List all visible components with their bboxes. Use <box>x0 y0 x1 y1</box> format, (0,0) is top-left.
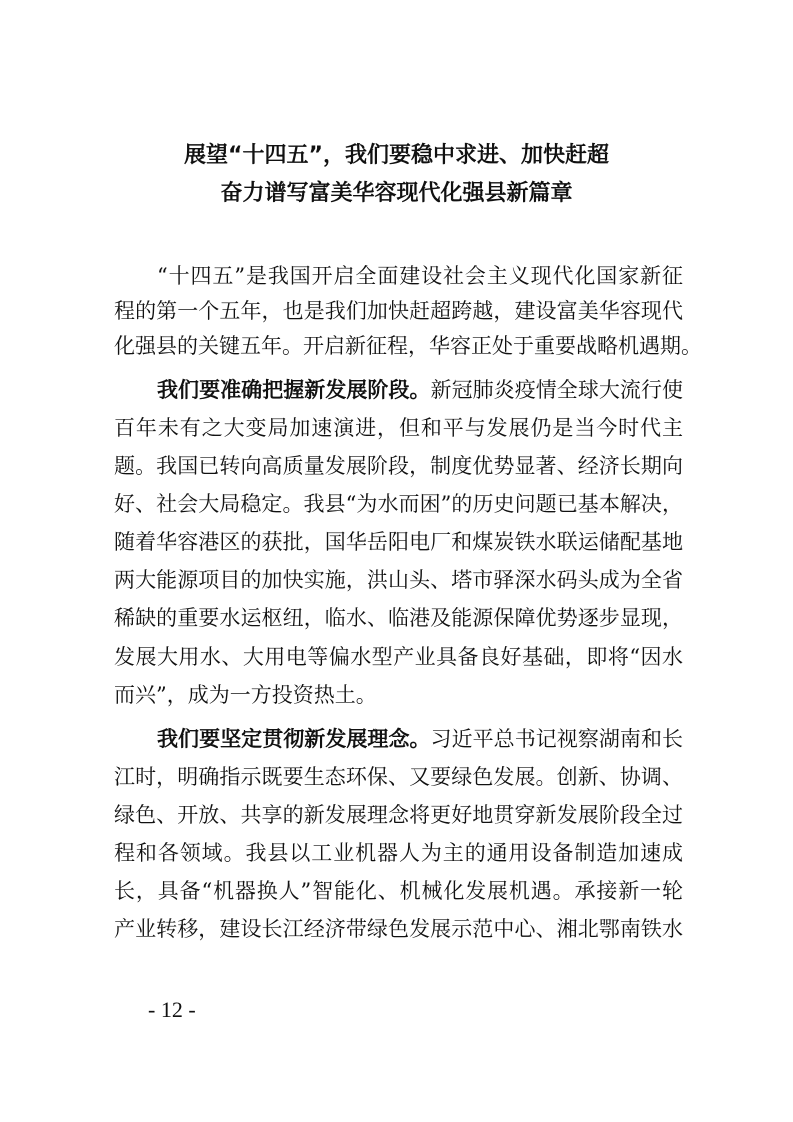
text-line <box>157 375 683 405</box>
page-number: - 12 - <box>148 997 196 1022</box>
text-line: 题。我国已转向高质量发展阶段，制度优势显著、经济长期向 <box>114 454 683 478</box>
text-line: 好、社会大局稳定。我县“为水而困”的历史问题已基本解决， <box>114 492 683 516</box>
text-line: 江时，明确指示既要生态环保、又要绿色发展。创新、协调、 <box>114 765 683 789</box>
text-line: 长，具备“机器换人”智能化、机械化发展机遇。承接新一轮 <box>114 879 683 903</box>
text-line: 化强县的关键五年。开启新征程，华容正处于重要战略机遇期。 <box>114 334 702 358</box>
text-line <box>157 724 683 754</box>
title-line-1: 展望“十四五”，我们要稳中求进、加快赶超 <box>184 143 609 168</box>
text-line: 产业转移，建设长江经济带绿色发展示范中心、湘北鄂南铁水 <box>114 917 683 941</box>
text-line: 两大能源项目的加快实施，洪山头、塔市驿深水码头成为全省 <box>114 568 683 592</box>
text-line: 随着华容港区的获批，国华岳阳电厂和煤炭铁水联运储配基地 <box>114 530 683 554</box>
paragraph-lead-heading: 我们要准确把握新发展阶段。 <box>157 377 431 402</box>
paragraph-lead-heading: 我们要坚定贯彻新发展理念。 <box>157 726 431 751</box>
text-line: 发展大用水、大用电等偏水型产业具备良好基础，即将“因水 <box>114 645 683 669</box>
text-line: 而兴”，成为一方投资热土。 <box>114 683 377 707</box>
text-span: 习近平总书记视察湖南和长 <box>430 727 684 751</box>
title-line-2: 奋力谱写富美华容现代化强县新篇章 <box>220 181 573 206</box>
text-line: 稀缺的重要水运枢纽，临水、临港及能源保障优势逐步显现， <box>114 606 683 630</box>
text-span: 新冠肺炎疫情全球大流行使 <box>430 378 684 402</box>
text-line: 百年未有之大变局加速演进，但和平与发展仍是当今时代主 <box>114 416 683 440</box>
text-line: 程的第一个五年，也是我们加快赶超跨越，建设富美华容现代 <box>114 299 683 323</box>
text-line: 程和各领域。我县以工业机器人为主的通用设备制造加速成 <box>114 841 683 865</box>
text-line: “十四五”是我国开启全面建设社会主义现代化国家新征 <box>157 264 683 288</box>
text-line: 绿色、开放、共享的新发展理念将更好地贯穿新发展阶段全过 <box>114 803 683 827</box>
